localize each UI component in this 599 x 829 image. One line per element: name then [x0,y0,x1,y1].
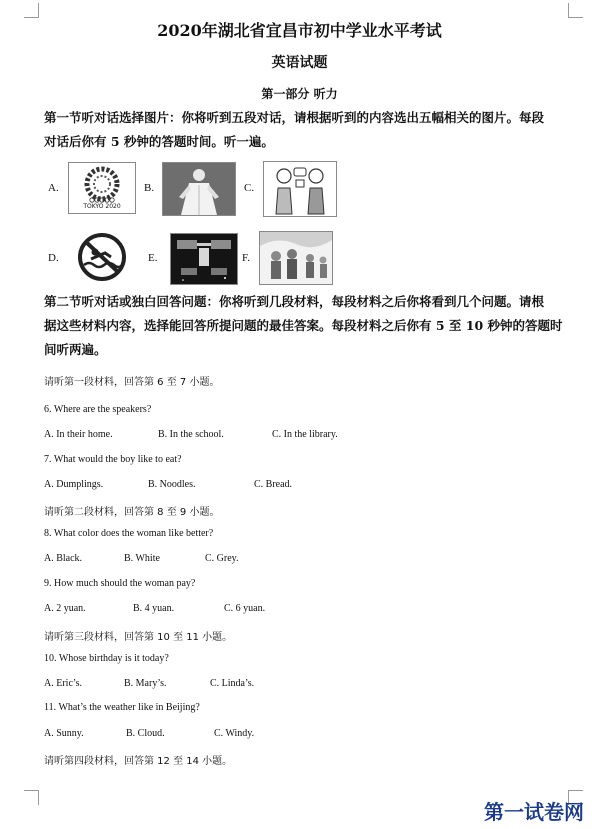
people-scene-icon [260,232,332,284]
question-7-option-b: B. Noodles. [148,479,196,490]
question-6-option-a: A. In their home. [44,429,113,440]
question-8-option-a: A. Black. [44,553,83,564]
question-6-option-c: C. In the library. [272,429,338,440]
question-9-option-a: A. 2 yuan. [44,603,86,614]
question-8: 8. What color does the woman like better? [44,528,214,539]
exam-subtitle: 英语试题 [271,55,328,71]
question-9: 9. How much should the woman pay? [44,578,196,589]
picture-a-olympic-emblem [68,162,136,214]
question-7-option-c: C. Bread. [254,479,293,490]
question-8-option-b: B. White [124,553,160,564]
picture-f-people-scene [259,231,333,285]
question-9-option-b: B. 4 yuan. [133,603,175,614]
option-label-f: F. [242,252,250,264]
exam-title: 2020年湖北省宜昌市初中学业水平考试 [157,21,442,40]
question-10: 10. Whose birthday is it today? [44,653,169,664]
question-10-option-c: C. Linda’s. [210,678,255,689]
question-6-option-b: B. In the school. [158,429,224,440]
question-7-option-a: A. Dumplings. [44,479,104,490]
option-label-b: B. [144,182,155,194]
section2-instruction-line2: 据这些材料内容，选择能回答所提问题的最佳答案。每段材料之后你有 5 至 10 秒钟的答题时 [44,318,563,333]
no-swimming-icon [71,232,133,282]
picture-b-person-robe [162,162,236,216]
picture-c-people-talking [263,161,337,217]
section1-instruction-line1: 第一节听对话选择图片：你将听到五段对话，请根据听到的内容选出五幅相关的图片。每段 [44,110,545,125]
space-station-icon [171,234,237,284]
question-11-option-c: C. Windy. [214,728,255,739]
option-label-d: D. [48,252,59,264]
option-label-c: C. [244,182,255,194]
section2-instruction-line3: 间听两遍。 [44,342,107,357]
question-11: 11. What’s the weather like in Beijing? [44,702,200,713]
picture-e-space-station [170,233,238,285]
crop-mark-bottom-left [24,790,39,805]
site-watermark: 第一试卷网 [484,800,584,824]
section2-instruction-line1: 第二节听对话或独白回答问题：你将听到几段材料，每段材料之后你将看到几个问题。请根 [44,294,545,309]
question-11-option-b: B. Cloud. [126,728,165,739]
people-talking-icon [264,162,336,216]
question-10-option-b: B. Mary’s. [124,678,167,689]
question-10-option-a: A. Eric’s. [44,678,83,689]
question-9-option-c: C. 6 yuan. [224,603,266,614]
section1-instruction-line2: 对话后你有 5 秒钟的答题时间。听一遍。 [44,134,274,149]
question-7: 7. What would the boy like to eat? [44,454,182,465]
picture-d-no-swimming [71,232,133,282]
material-note-4: 请听第四段材料，回答第 12 至 14 小题。 [44,756,233,767]
question-6: 6. Where are the speakers? [44,404,152,415]
picture-a-caption: TOKYO 2020 [83,203,121,210]
question-11-option-a: A. Sunny. [44,728,84,739]
crop-mark-top-right [568,3,583,18]
option-label-a: A. [48,182,59,194]
material-note-3: 请听第三段材料，回答第 10 至 11 小题。 [44,632,233,643]
material-note-1: 请听第一段材料，回答第 6 至 7 小题。 [44,377,220,388]
question-8-option-c: C. Grey. [205,553,239,564]
part-heading: 第一部分 听力 [261,87,338,101]
person-robe-icon [163,163,235,215]
material-note-2: 请听第二段材料，回答第 8 至 9 小题。 [44,507,220,518]
option-label-e: E. [148,252,158,264]
crop-mark-top-left [24,3,39,18]
